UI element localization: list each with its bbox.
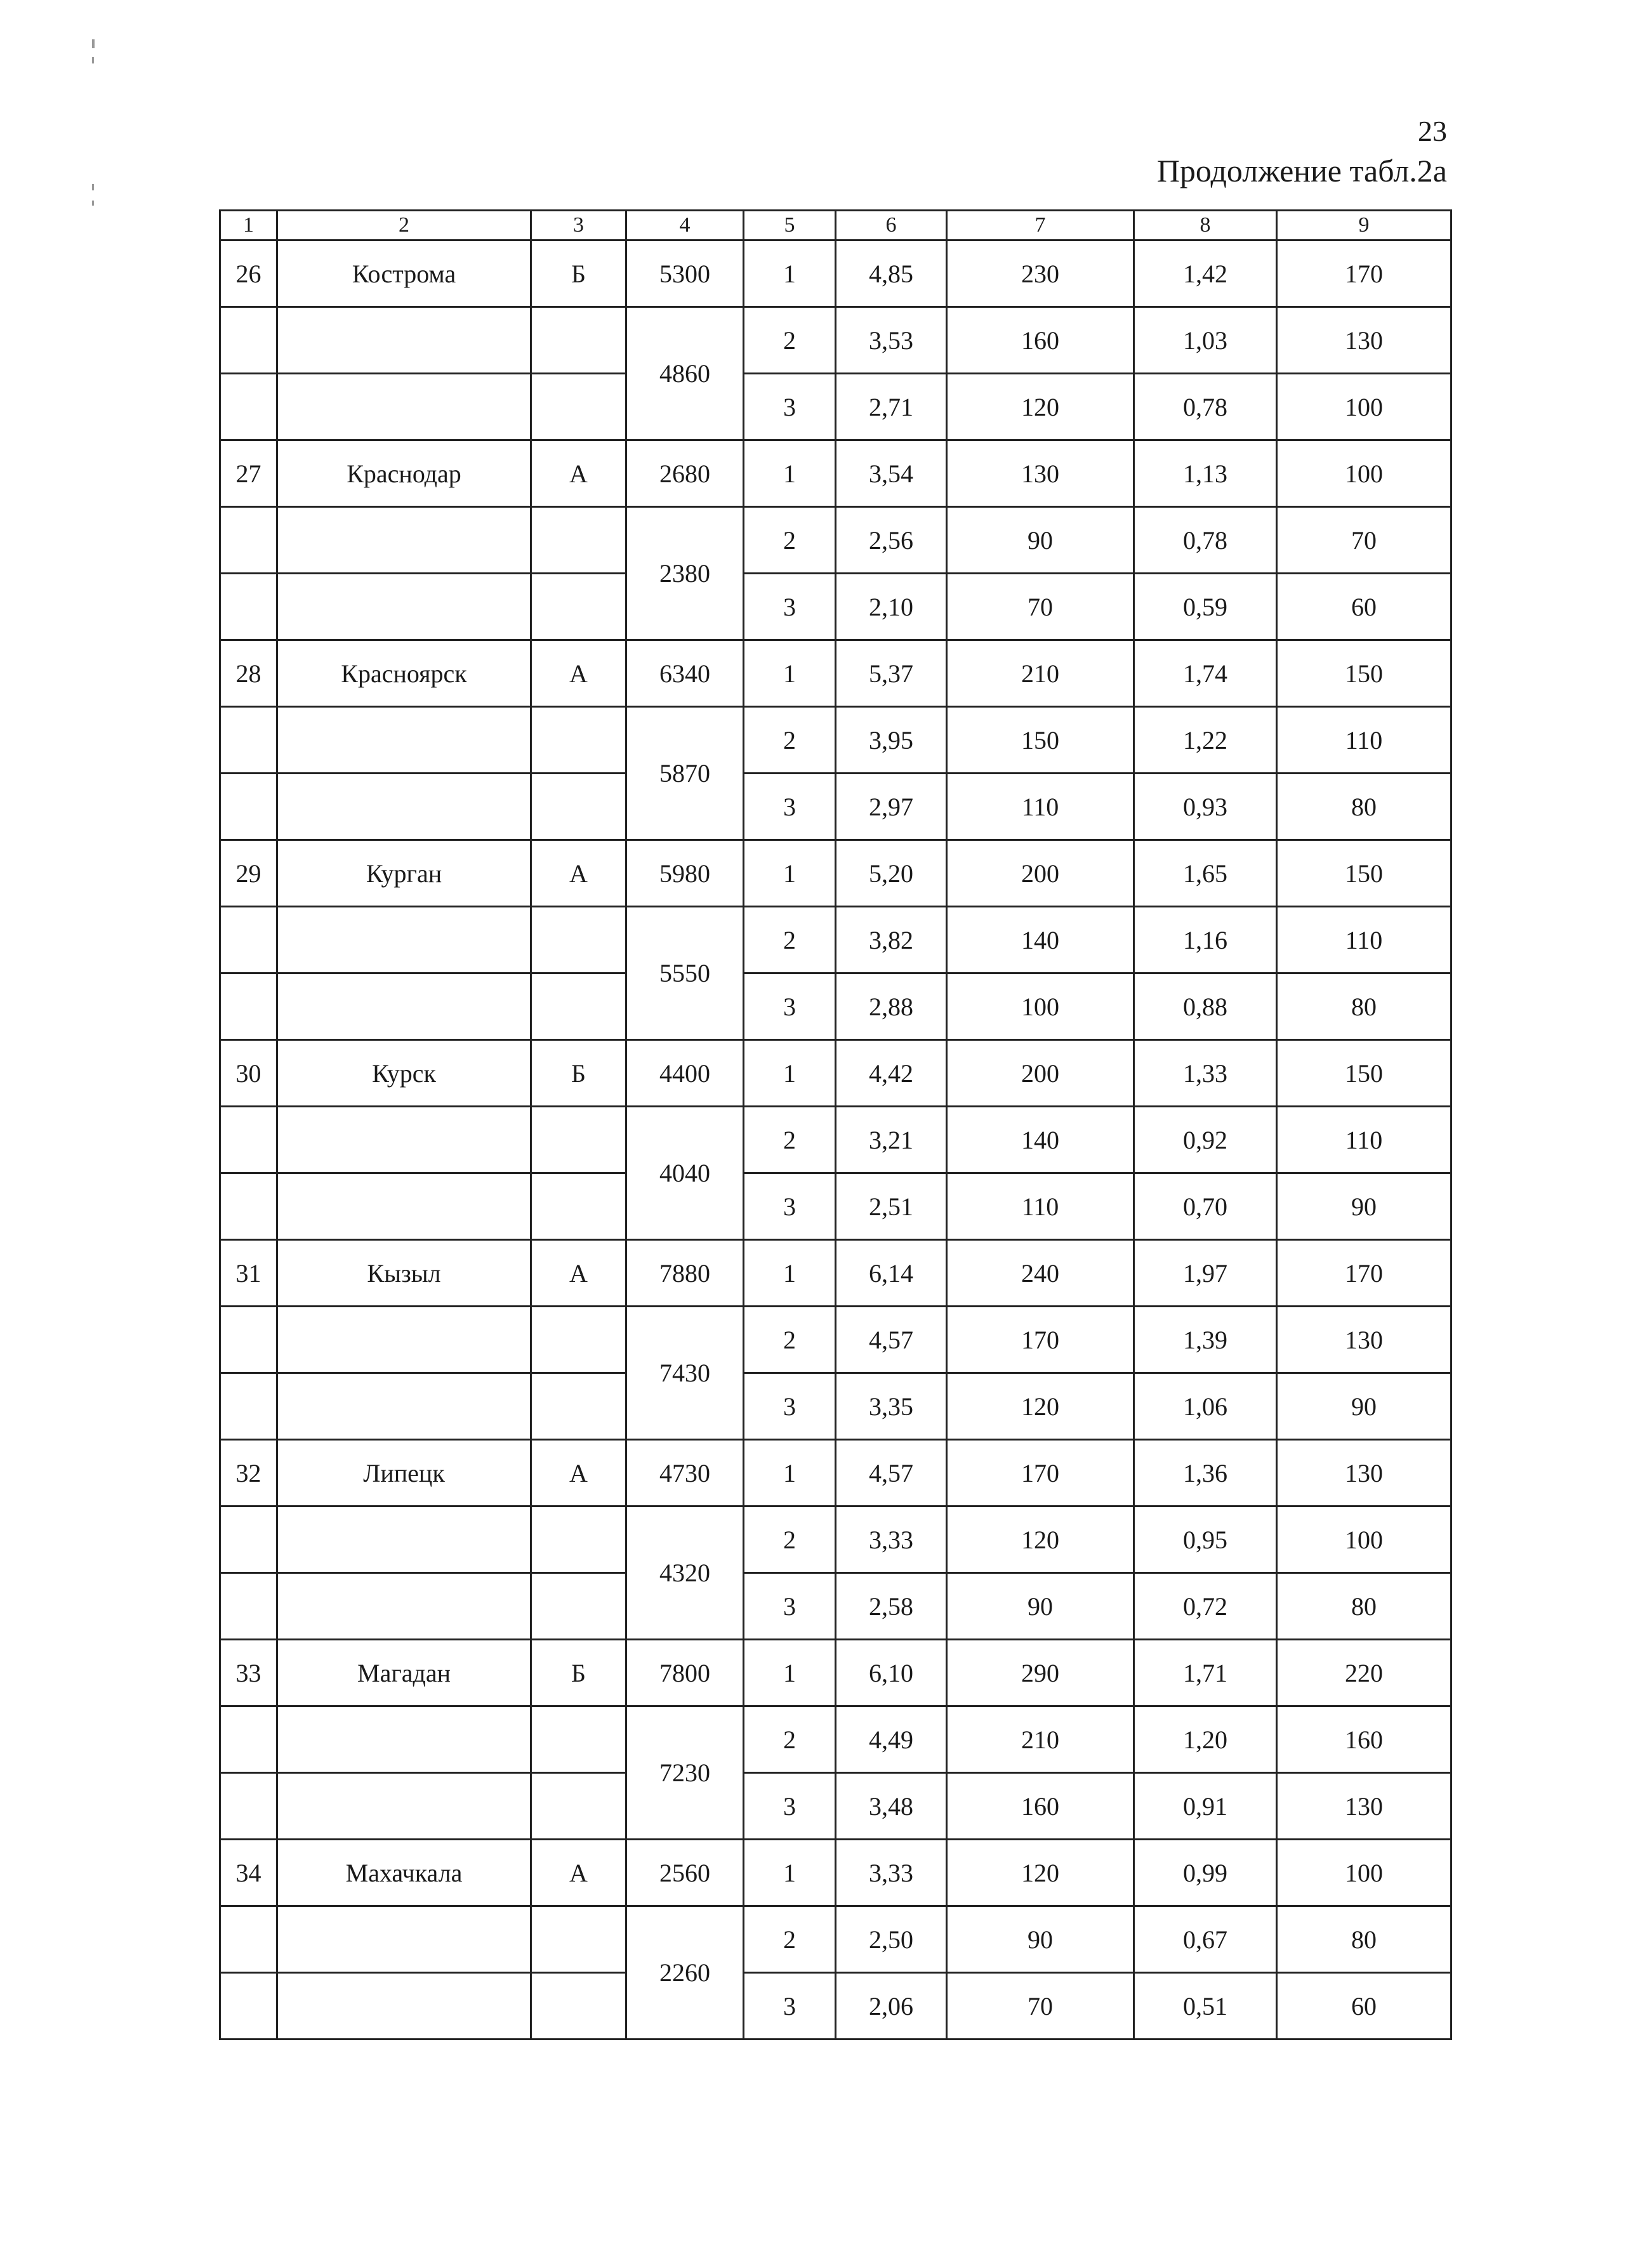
empty-cell xyxy=(277,707,531,774)
col8-value: 0,59 xyxy=(1134,574,1277,640)
empty-cell xyxy=(220,1906,277,1973)
col4-merged-value: 4320 xyxy=(626,1507,744,1640)
col8-value: 1,39 xyxy=(1134,1307,1277,1373)
row-number: 32 xyxy=(220,1440,277,1507)
col6-value: 3,54 xyxy=(836,440,947,507)
page-number: 23 xyxy=(1418,115,1447,147)
empty-cell xyxy=(277,973,531,1040)
table-row xyxy=(220,1706,1451,1773)
col9-value: 100 xyxy=(1277,1840,1451,1906)
col8-value: 0,67 xyxy=(1134,1906,1277,1973)
empty-cell xyxy=(220,374,277,440)
col9-value: 60 xyxy=(1277,1973,1451,2040)
col6-value: 5,20 xyxy=(836,840,947,907)
col5-value: 2 xyxy=(744,307,836,374)
col7-value: 230 xyxy=(947,241,1134,307)
empty-cell xyxy=(531,1573,626,1640)
table-row xyxy=(220,1773,1451,1840)
col7-value: 120 xyxy=(947,1507,1134,1573)
col5-value: 3 xyxy=(744,774,836,840)
city-name: Липецк xyxy=(277,1440,531,1507)
col8-value: 0,72 xyxy=(1134,1573,1277,1640)
col4-value: 7800 xyxy=(626,1640,744,1706)
empty-cell xyxy=(220,1373,277,1440)
col5-value: 2 xyxy=(744,1307,836,1373)
col5-value: 2 xyxy=(744,507,836,574)
col9-value: 130 xyxy=(1277,307,1451,374)
col6-value: 3,33 xyxy=(836,1840,947,1906)
table-row xyxy=(220,1240,1451,1307)
col8-value: 1,42 xyxy=(1134,241,1277,307)
table-row xyxy=(220,307,1451,374)
col9-value: 170 xyxy=(1277,241,1451,307)
table-row xyxy=(220,1640,1451,1706)
col5-value: 2 xyxy=(744,907,836,973)
col5-value: 3 xyxy=(744,1173,836,1240)
zone-cell: Б xyxy=(531,1040,626,1107)
col9-value: 110 xyxy=(1277,707,1451,774)
col8-value: 1,20 xyxy=(1134,1706,1277,1773)
col5-value: 1 xyxy=(744,241,836,307)
empty-cell xyxy=(531,1906,626,1973)
empty-cell xyxy=(220,507,277,574)
col4-value: 2560 xyxy=(626,1840,744,1906)
col6-value: 3,82 xyxy=(836,907,947,973)
empty-cell xyxy=(531,1706,626,1773)
empty-cell xyxy=(220,907,277,973)
table-caption: Продолжение табл.2а xyxy=(1156,153,1447,188)
empty-cell xyxy=(220,1507,277,1573)
empty-cell xyxy=(220,1573,277,1640)
column-header: 5 xyxy=(744,211,836,241)
col6-value: 4,85 xyxy=(836,241,947,307)
col5-value: 1 xyxy=(744,1040,836,1107)
empty-cell xyxy=(220,1706,277,1773)
table-body xyxy=(220,211,1451,2040)
empty-cell xyxy=(277,574,531,640)
empty-cell xyxy=(531,1373,626,1440)
table-row xyxy=(220,1307,1451,1373)
col9-value: 100 xyxy=(1277,1507,1451,1573)
col7-value: 160 xyxy=(947,1773,1134,1840)
table-row xyxy=(220,374,1451,440)
column-header: 9 xyxy=(1277,211,1451,241)
col9-value: 170 xyxy=(1277,1240,1451,1307)
table-row xyxy=(220,507,1451,574)
col8-value: 1,65 xyxy=(1134,840,1277,907)
col6-value: 3,33 xyxy=(836,1507,947,1573)
col5-value: 3 xyxy=(744,1773,836,1840)
col9-value: 60 xyxy=(1277,574,1451,640)
empty-cell xyxy=(531,1173,626,1240)
col9-value: 80 xyxy=(1277,1906,1451,1973)
scan-mark xyxy=(92,57,94,63)
empty-cell xyxy=(531,307,626,374)
row-number: 27 xyxy=(220,440,277,507)
col7-value: 70 xyxy=(947,1973,1134,2040)
col4-value: 7880 xyxy=(626,1240,744,1307)
empty-cell xyxy=(531,1973,626,2040)
row-number: 33 xyxy=(220,1640,277,1706)
table-row xyxy=(220,1573,1451,1640)
col5-value: 3 xyxy=(744,973,836,1040)
zone-cell: А xyxy=(531,1840,626,1906)
col5-value: 2 xyxy=(744,1507,836,1573)
table-row xyxy=(220,440,1451,507)
col8-value: 0,78 xyxy=(1134,374,1277,440)
col6-value: 4,57 xyxy=(836,1440,947,1507)
col7-value: 210 xyxy=(947,640,1134,707)
col5-value: 2 xyxy=(744,1906,836,1973)
col7-value: 210 xyxy=(947,1706,1134,1773)
table-row xyxy=(220,774,1451,840)
col9-value: 130 xyxy=(1277,1307,1451,1373)
col7-value: 90 xyxy=(947,1573,1134,1640)
col8-value: 1,06 xyxy=(1134,1373,1277,1440)
table-row xyxy=(220,1107,1451,1173)
city-name: Кострома xyxy=(277,241,531,307)
col9-value: 130 xyxy=(1277,1440,1451,1507)
col6-value: 2,56 xyxy=(836,507,947,574)
empty-cell xyxy=(277,1973,531,2040)
column-header: 1 xyxy=(220,211,277,241)
empty-cell xyxy=(220,1307,277,1373)
scan-mark xyxy=(92,201,94,206)
col8-value: 0,92 xyxy=(1134,1107,1277,1173)
col8-value: 1,03 xyxy=(1134,307,1277,374)
col9-value: 110 xyxy=(1277,1107,1451,1173)
col4-merged-value: 5550 xyxy=(626,907,744,1040)
zone-cell: А xyxy=(531,840,626,907)
row-number: 26 xyxy=(220,241,277,307)
col7-value: 140 xyxy=(947,1107,1134,1173)
column-header: 3 xyxy=(531,211,626,241)
col6-value: 4,57 xyxy=(836,1307,947,1373)
col8-value: 0,78 xyxy=(1134,507,1277,574)
empty-cell xyxy=(531,1773,626,1840)
col8-value: 0,93 xyxy=(1134,774,1277,840)
col5-value: 3 xyxy=(744,374,836,440)
col7-value: 110 xyxy=(947,774,1134,840)
column-header: 2 xyxy=(277,211,531,241)
table-row xyxy=(220,1973,1451,2040)
empty-cell xyxy=(531,574,626,640)
row-number: 28 xyxy=(220,640,277,707)
table-row xyxy=(220,1906,1451,1973)
col5-value: 2 xyxy=(744,1706,836,1773)
col5-value: 3 xyxy=(744,1973,836,2040)
col4-merged-value: 4040 xyxy=(626,1107,744,1240)
col7-value: 170 xyxy=(947,1440,1134,1507)
col9-value: 100 xyxy=(1277,374,1451,440)
col4-value: 5300 xyxy=(626,241,744,307)
zone-cell: Б xyxy=(531,1640,626,1706)
column-header: 8 xyxy=(1134,211,1277,241)
col4-value: 4730 xyxy=(626,1440,744,1507)
col4-value: 2680 xyxy=(626,440,744,507)
col7-value: 240 xyxy=(947,1240,1134,1307)
empty-cell xyxy=(220,1173,277,1240)
empty-cell xyxy=(220,307,277,374)
column-header: 7 xyxy=(947,211,1134,241)
col7-value: 120 xyxy=(947,1373,1134,1440)
row-number: 29 xyxy=(220,840,277,907)
col5-value: 2 xyxy=(744,707,836,774)
col9-value: 80 xyxy=(1277,1573,1451,1640)
col4-value: 6340 xyxy=(626,640,744,707)
col9-value: 150 xyxy=(1277,1040,1451,1107)
col9-value: 70 xyxy=(1277,507,1451,574)
table-row xyxy=(220,973,1451,1040)
col5-value: 1 xyxy=(744,1240,836,1307)
col7-value: 100 xyxy=(947,973,1134,1040)
col7-value: 70 xyxy=(947,574,1134,640)
col6-value: 4,42 xyxy=(836,1040,947,1107)
empty-cell xyxy=(531,707,626,774)
city-name: Кызыл xyxy=(277,1240,531,1307)
city-name: Краснодар xyxy=(277,440,531,507)
col5-value: 1 xyxy=(744,1840,836,1906)
empty-cell xyxy=(220,574,277,640)
col8-value: 0,88 xyxy=(1134,973,1277,1040)
col8-value: 1,74 xyxy=(1134,640,1277,707)
row-number: 34 xyxy=(220,1840,277,1906)
zone-cell: А xyxy=(531,640,626,707)
empty-cell xyxy=(277,1706,531,1773)
empty-cell xyxy=(277,1507,531,1573)
table-row xyxy=(220,707,1451,774)
col9-value: 220 xyxy=(1277,1640,1451,1706)
empty-cell xyxy=(277,774,531,840)
empty-cell xyxy=(220,707,277,774)
col5-value: 1 xyxy=(744,1440,836,1507)
col8-value: 0,91 xyxy=(1134,1773,1277,1840)
col7-value: 120 xyxy=(947,1840,1134,1906)
empty-cell xyxy=(220,973,277,1040)
empty-cell xyxy=(531,1507,626,1573)
empty-cell xyxy=(531,374,626,440)
col4-value: 4400 xyxy=(626,1040,744,1107)
col6-value: 2,58 xyxy=(836,1573,947,1640)
zone-cell: А xyxy=(531,1440,626,1507)
empty-cell xyxy=(220,1107,277,1173)
col9-value: 100 xyxy=(1277,440,1451,507)
col6-value: 4,49 xyxy=(836,1706,947,1773)
empty-cell xyxy=(277,1373,531,1440)
col8-value: 0,95 xyxy=(1134,1507,1277,1573)
col9-value: 90 xyxy=(1277,1373,1451,1440)
city-name: Махачкала xyxy=(277,1840,531,1906)
col9-value: 150 xyxy=(1277,640,1451,707)
empty-cell xyxy=(277,307,531,374)
table-row xyxy=(220,840,1451,907)
scan-mark xyxy=(92,39,95,48)
table-row xyxy=(220,1507,1451,1573)
col8-value: 0,99 xyxy=(1134,1840,1277,1906)
col6-value: 2,71 xyxy=(836,374,947,440)
empty-cell xyxy=(277,507,531,574)
col5-value: 3 xyxy=(744,1373,836,1440)
column-header: 4 xyxy=(626,211,744,241)
col8-value: 1,71 xyxy=(1134,1640,1277,1706)
col6-value: 6,14 xyxy=(836,1240,947,1307)
col9-value: 90 xyxy=(1277,1173,1451,1240)
col5-value: 1 xyxy=(744,1640,836,1706)
col5-value: 3 xyxy=(744,1573,836,1640)
empty-cell xyxy=(220,774,277,840)
col5-value: 2 xyxy=(744,1107,836,1173)
zone-cell: А xyxy=(531,440,626,507)
col8-value: 1,22 xyxy=(1134,707,1277,774)
col6-value: 5,37 xyxy=(836,640,947,707)
empty-cell xyxy=(220,1773,277,1840)
col4-merged-value: 2260 xyxy=(626,1906,744,2040)
col7-value: 90 xyxy=(947,1906,1134,1973)
col8-value: 1,33 xyxy=(1134,1040,1277,1107)
col9-value: 160 xyxy=(1277,1706,1451,1773)
column-header: 6 xyxy=(836,211,947,241)
empty-cell xyxy=(531,1107,626,1173)
col6-value: 2,51 xyxy=(836,1173,947,1240)
data-table xyxy=(219,209,1452,2040)
row-number: 30 xyxy=(220,1040,277,1107)
col7-value: 170 xyxy=(947,1307,1134,1373)
col6-value: 2,50 xyxy=(836,1906,947,1973)
col5-value: 3 xyxy=(744,574,836,640)
table-row xyxy=(220,1173,1451,1240)
empty-cell xyxy=(277,1173,531,1240)
col6-value: 2,88 xyxy=(836,973,947,1040)
empty-cell xyxy=(277,1107,531,1173)
col6-value: 2,10 xyxy=(836,574,947,640)
table-row xyxy=(220,241,1451,307)
table-row xyxy=(220,574,1451,640)
col7-value: 140 xyxy=(947,907,1134,973)
col4-value: 5980 xyxy=(626,840,744,907)
empty-cell xyxy=(277,1573,531,1640)
empty-cell xyxy=(220,1973,277,2040)
city-name: Курган xyxy=(277,840,531,907)
empty-cell xyxy=(531,907,626,973)
table-row xyxy=(220,907,1451,973)
col8-value: 1,16 xyxy=(1134,907,1277,973)
empty-cell xyxy=(277,1773,531,1840)
col9-value: 80 xyxy=(1277,774,1451,840)
empty-cell xyxy=(531,1307,626,1373)
empty-cell xyxy=(277,907,531,973)
col9-value: 110 xyxy=(1277,907,1451,973)
table-row xyxy=(220,640,1451,707)
col8-value: 1,36 xyxy=(1134,1440,1277,1507)
col4-merged-value: 2380 xyxy=(626,507,744,640)
col8-value: 1,13 xyxy=(1134,440,1277,507)
col5-value: 1 xyxy=(744,440,836,507)
col9-value: 150 xyxy=(1277,840,1451,907)
col9-value: 130 xyxy=(1277,1773,1451,1840)
col8-value: 0,70 xyxy=(1134,1173,1277,1240)
col7-value: 130 xyxy=(947,440,1134,507)
col7-value: 90 xyxy=(947,507,1134,574)
col5-value: 1 xyxy=(744,640,836,707)
empty-cell xyxy=(277,1307,531,1373)
scan-mark xyxy=(92,184,94,190)
table-row xyxy=(220,1373,1451,1440)
col7-value: 120 xyxy=(947,374,1134,440)
col5-value: 1 xyxy=(744,840,836,907)
zone-cell: Б xyxy=(531,241,626,307)
col6-value: 2,97 xyxy=(836,774,947,840)
col6-value: 3,95 xyxy=(836,707,947,774)
col6-value: 3,21 xyxy=(836,1107,947,1173)
col8-value: 1,97 xyxy=(1134,1240,1277,1307)
empty-cell xyxy=(531,507,626,574)
col7-value: 110 xyxy=(947,1173,1134,1240)
col7-value: 160 xyxy=(947,307,1134,374)
city-name: Магадан xyxy=(277,1640,531,1706)
col4-merged-value: 4860 xyxy=(626,307,744,440)
zone-cell: А xyxy=(531,1240,626,1307)
col6-value: 6,10 xyxy=(836,1640,947,1706)
table-row xyxy=(220,1840,1451,1906)
header-row xyxy=(220,211,1451,241)
col6-value: 2,06 xyxy=(836,1973,947,2040)
col6-value: 3,48 xyxy=(836,1773,947,1840)
col7-value: 150 xyxy=(947,707,1134,774)
table-row xyxy=(220,1440,1451,1507)
col6-value: 3,35 xyxy=(836,1373,947,1440)
col4-merged-value: 7430 xyxy=(626,1307,744,1440)
col8-value: 0,51 xyxy=(1134,1973,1277,2040)
col4-merged-value: 5870 xyxy=(626,707,744,840)
col9-value: 80 xyxy=(1277,973,1451,1040)
col7-value: 200 xyxy=(947,840,1134,907)
table-row xyxy=(220,1040,1451,1107)
col7-value: 290 xyxy=(947,1640,1134,1706)
city-name: Курск xyxy=(277,1040,531,1107)
empty-cell xyxy=(277,374,531,440)
row-number: 31 xyxy=(220,1240,277,1307)
col6-value: 3,53 xyxy=(836,307,947,374)
col4-merged-value: 7230 xyxy=(626,1706,744,1840)
empty-cell xyxy=(531,774,626,840)
empty-cell xyxy=(531,973,626,1040)
empty-cell xyxy=(277,1906,531,1973)
col7-value: 200 xyxy=(947,1040,1134,1107)
city-name: Красноярск xyxy=(277,640,531,707)
